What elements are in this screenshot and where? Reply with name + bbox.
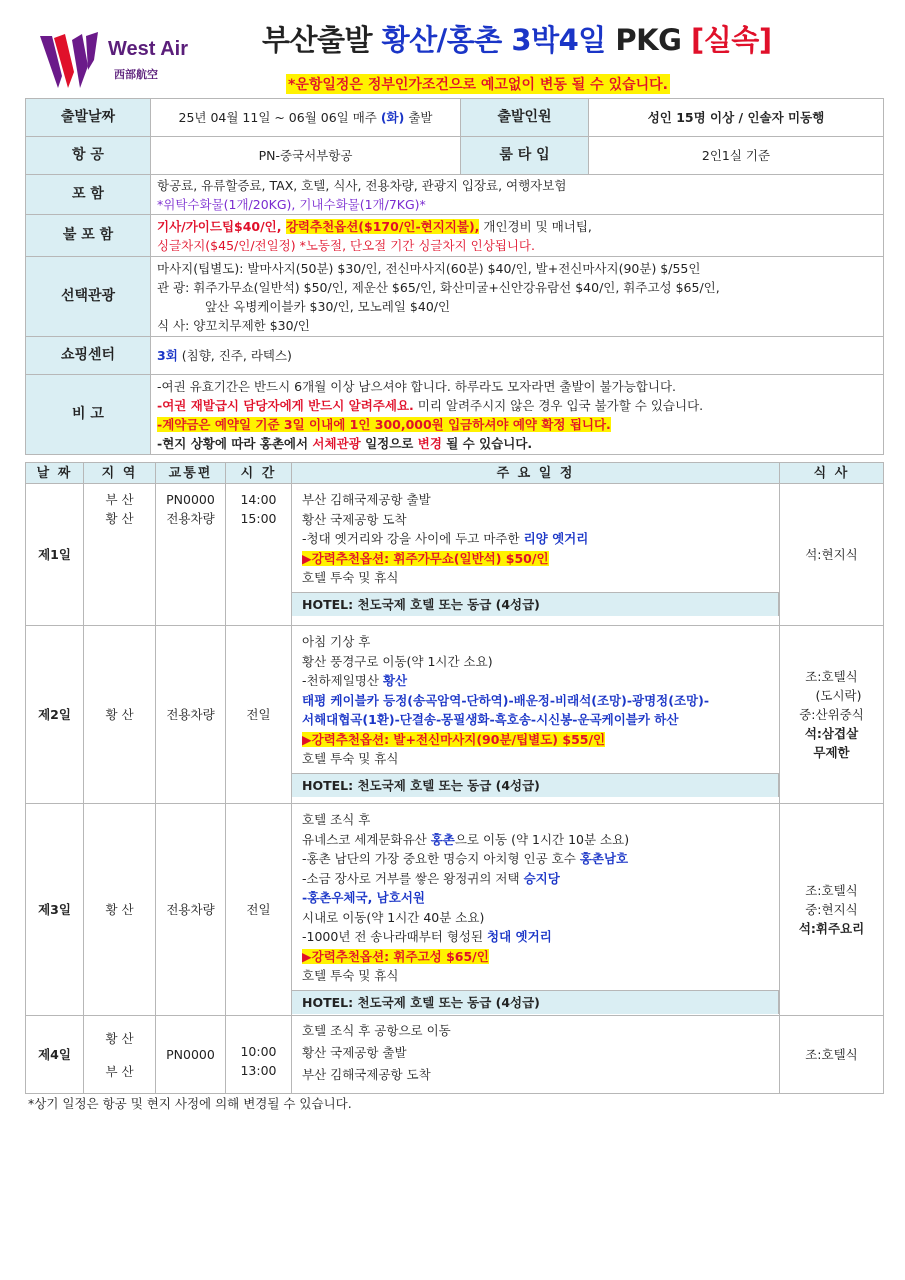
col-transport: 교통편: [156, 463, 226, 484]
region-cell: 부 산 황 산: [84, 484, 156, 626]
airline-value: PN-중국서부항공: [151, 137, 461, 175]
meal-cell: 조:호텔식 (도시락) 중:산위중식 석:삼겹살 무제한: [780, 626, 884, 804]
west-air-logo: [38, 30, 198, 96]
itinerary-cell: 부산 김해국제공항 출발 황산 국제공항 도착 -청대 옛거리와 강을 사이에 두고 마주한 리양 옛거리 ▶강력추천옵션: 휘주가무쇼(일반석) $50/인 호텔 투숙 및 휴식 HOTEL: 천도국제 호텔 또는 동급 (4성급): [292, 484, 780, 626]
hotel-info: HOTEL: 천도국제 호텔 또는 동급 (4성급): [292, 773, 779, 797]
region-cell: 황 산 부 산: [84, 1016, 156, 1094]
col-region: 지 역: [84, 463, 156, 484]
room-label: 룸 타 입: [461, 137, 589, 175]
time-cell: 전일: [226, 626, 292, 804]
meal-cell: 석:현지식: [780, 484, 884, 626]
remark-label: 비 고: [26, 375, 151, 455]
include-label: 포 함: [26, 175, 151, 215]
time-cell: 14:00 15:00: [226, 484, 292, 626]
region-cell: 황 산: [84, 626, 156, 804]
west-air-logo-icon: [38, 30, 102, 94]
hotel-info: HOTEL: 천도국제 호텔 또는 동급 (4성급): [292, 990, 779, 1014]
time-cell: 전일: [226, 804, 292, 1016]
itinerary-cell: 호텔 조식 후 유네스코 세계문화유산 홍촌으로 이동 (약 1시간 10분 소요) -홍촌 남단의 가장 중요한 명승지 아치형 인공 호수 홍촌남호 -소금 장사로 거부를 쌓은 왕정귀의 저택 승지당 -홍촌우체국, 남호서원 시내로 이동(약 1시간 40분 소요) -1000년 전 송나라때부터 형성된 청대 옛거리 ▶강력추천옵션: 휘주고성 $65/인 호텔 투숙 및 휴식 HOTEL: 천도국제 호텔 또는 동급 (4성급): [292, 804, 780, 1016]
meal-cell: 조:호텔식 중:현지식 석:휘주요리: [780, 804, 884, 1016]
day-label: 제3일: [26, 804, 84, 1016]
brand-name: West Air: [108, 38, 189, 60]
remark-value: -여권 유효기간은 반드시 6개월 이상 남으셔야 합니다. 하루라도 모자라면 출발이 불가능합니다. -여권 재발급시 담당자에게 반드시 알려주세요. 미리 알려주시지 않은 경우 입국 불가할 수 있습니다. -계약금은 예약일 기준 3일 이내에 1인 300,000원 입금하셔야 예약 확정 됩니다. -현지 상황에 따라 홍촌에서 서체관광 일정으로 변경 될 수 있습니다.: [151, 375, 884, 455]
people-value: 성인 15명 이상 / 인솔자 미동행: [589, 99, 884, 137]
room-value: 2인1실 기준: [589, 137, 884, 175]
day-row: [26, 626, 884, 804]
col-meal: 식 사: [780, 463, 884, 484]
departure-label: 출발날짜: [26, 99, 151, 137]
day-row: [26, 484, 884, 626]
transport-cell: PN0000 전용차량: [156, 484, 226, 626]
day-row: [26, 1016, 884, 1094]
itinerary-cell: 호텔 조식 후 공항으로 이동 황산 국제공항 출발 부산 김해국제공항 도착: [292, 1016, 780, 1094]
page-title: 부산출발 황산/홍촌 3박4일 PKG [실속]: [262, 23, 772, 57]
exclude-label: 불 포 함: [26, 215, 151, 257]
day-row: [26, 804, 884, 1016]
footnote: *상기 일정은 항공 및 현지 사정에 의해 변경될 수 있습니다.: [28, 1096, 352, 1111]
shop-label: 쇼핑센터: [26, 337, 151, 375]
col-itinerary: 주 요 일 정: [292, 463, 780, 484]
include-value: 항공료, 유류할증료, TAX, 호텔, 식사, 전용차량, 관광지 입장료, 여행자보험 *위탁수화물(1개/20KG), 기내수화물(1개/7KG)*: [151, 175, 884, 215]
option-value: 마사지(팁별도): 발마사지(50분) $30/인, 전신마사지(60분) $40/인, 발+전신마사지(90분) $/55인 관 광: 휘주가무쇼(일반석) $50/인, 제운산 $65/인, 화산미굴+신안강유람선 $40/인, 휘주고성 $65/인, 앞산 옥병케이블카 $30/인, 모노레일 $40/인 식 사: 양꼬치무제한 $30/인: [151, 257, 884, 337]
departure-value: 25년 04월 11일 ~ 06월 06일 매주 (화) 출발: [151, 99, 461, 137]
shop-value: 3회 (침향, 진주, 라텍스): [151, 337, 884, 375]
region-cell: 황 산: [84, 804, 156, 1016]
itinerary-cell: 아침 기상 후 황산 풍경구로 이동(약 1시간 소요) -천하제일명산 황산 태평 케이블카 등정(송곡암역-단하역)-배운정-비래석(조망)-광명정(조망)- 서해대협곡(1환)-단결송-몽필생화-흑호송-시신봉-운곡케이블카 하산 ▶강력추천옵션: 발+전신마사지(90분/팁별도) $55/인 호텔 투숙 및 휴식 HOTEL: 천도국제 호텔 또는 동급 (4성급): [292, 626, 780, 804]
brand-sub: 西部航空: [114, 68, 158, 81]
transport-cell: 전용차량: [156, 804, 226, 1016]
people-label: 출발인원: [461, 99, 589, 137]
meal-cell: 조:호텔식: [780, 1016, 884, 1094]
hotel-info: HOTEL: 천도국제 호텔 또는 동급 (4성급): [292, 592, 779, 616]
day-label: 제4일: [26, 1016, 84, 1094]
notice-banner: *운항일정은 정부인가조건으로 예고없이 변동 될 수 있습니다.: [286, 74, 670, 94]
day-label: 제2일: [26, 626, 84, 804]
airline-label: 항 공: [26, 137, 151, 175]
col-time: 시 간: [226, 463, 292, 484]
info-table: [25, 98, 884, 455]
transport-cell: 전용차량: [156, 626, 226, 804]
schedule-table: [25, 462, 884, 1094]
option-label: 선택관광: [26, 257, 151, 337]
transport-cell: PN0000: [156, 1016, 226, 1094]
col-date: 날 짜: [26, 463, 84, 484]
exclude-value: 기사/가이드팁$40/인, 강력추천옵션($170/인-현지지불), 개인경비 및 매너팁, 싱글차지($45/인/전일정) *노동절, 단오절 기간 싱글차지 인상됩니다.: [151, 215, 884, 257]
day-label: 제1일: [26, 484, 84, 626]
time-cell: 10:00 13:00: [226, 1016, 292, 1094]
